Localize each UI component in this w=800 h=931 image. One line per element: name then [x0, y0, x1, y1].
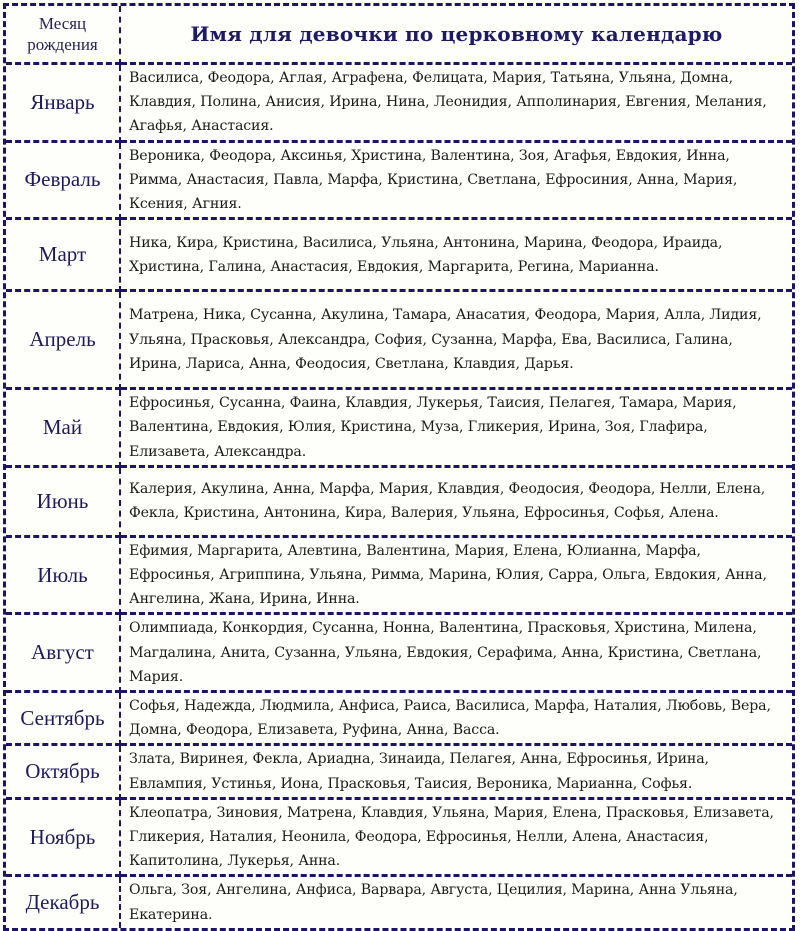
- table-row: [6, 615, 792, 693]
- table-row: [6, 292, 792, 390]
- table-row: [6, 877, 792, 927]
- header-month-label: Месяц рождения: [27, 14, 98, 54]
- month-name: Февраль: [24, 167, 101, 192]
- month-name: Сентябрь: [20, 705, 105, 730]
- month-name: Октябрь: [25, 759, 100, 784]
- month-name: Декабрь: [25, 890, 100, 915]
- names-list: Ефросинья, Сусанна, Фаина, Клавдия, Лукерья, Таисия, Пелагея, Тамара, Мария, Валентина, Евдокия, Юлия, Кристина, Муза, Гликерия, Ирина, Зоя, Глафира, Елизавета, Александра.: [129, 395, 737, 460]
- names-list: Калерия, Акулина, Анна, Марфа, Мария, Клавдия, Феодосия, Феодора, Нелли, Елена, Фекла, Кристина, Антонина, Кира, Валерия, Ульяна, Ефросинья, Софья, Алена.: [129, 481, 766, 522]
- church-calendar-names-table: [3, 3, 795, 931]
- names-list: Злата, Виринея, Фекла, Ариадна, Зинаида, Пелагея, Анна, Ефросинья, Ирина, Евлампия, Устинья, Иона, Прасковья, Таисия, Вероника, Марианна, Софья.: [129, 751, 709, 792]
- table-row: [6, 390, 792, 468]
- names-list: Ефимия, Маргарита, Алевтина, Валентина, Мария, Елена, Юлианна, Марфа, Ефросинья, Агриппина, Ульяна, Римма, Марина, Юлия, Сарра, Ольга, Евдокия, Анна, Ангелина, Жана, Ирина, Инна.: [129, 542, 767, 608]
- names-list: Олимпиада, Конкордия, Сусанна, Нонна, Валентина, Прасковья, Христина, Милена, Магдалина, Анита, Сузанна, Ульяна, Евдокия, Серафима, Анна, Кристина, Светлана, Мария.: [129, 620, 762, 685]
- header-names-title: Имя для девочки по церковному календарю: [190, 22, 723, 46]
- month-name: Март: [38, 242, 87, 267]
- names-list: Василиса, Феодора, Аглая, Аграфена, Фелицата, Мария, Татьяна, Ульяна, Домна, Клавдия, Полина, Анисия, Ирина, Нина, Леонидия, Апполинария, Евгения, Мелания, Агафья, Анастасия.: [129, 70, 767, 135]
- month-name: Январь: [30, 89, 95, 114]
- month-name: Июль: [37, 562, 88, 587]
- month-name: Апрель: [29, 327, 96, 352]
- month-name: Июнь: [36, 488, 89, 513]
- table-row: [6, 800, 792, 878]
- table-row: [6, 693, 792, 746]
- header-cell-month: [6, 6, 121, 65]
- names-list: Ника, Кира, Кристина, Василиса, Ульяна, Антонина, Марина, Феодора, Ираида, Христина, Галина, Анастасия, Евдокия, Маргарита, Регина, Марианна.: [129, 234, 723, 275]
- table-row: [6, 143, 792, 221]
- names-list: Вероника, Феодора, Аксинья, Христина, Валентина, Зоя, Агафья, Евдокия, Инна, Римма, Анастасия, Павла, Марфа, Кристина, Светлана, Ефросиния, Анна, Мария, Ксения, Агния.: [129, 147, 738, 213]
- header-cell-names: [121, 6, 792, 65]
- names-list: Софья, Надежда, Людмила, Анфиса, Раиса, Василиса, Марфа, Наталия, Любовь, Вера, Домна, Феодора, Елизавета, Руфина, Анна, Васса.: [129, 698, 771, 739]
- names-list: Матрена, Ника, Сусанна, Акулина, Тамара, Анасатия, Феодора, Мария, Алла, Лидия, Ульяна, Прасковья, Александра, София, Сузанна, Марфа, Ева, Василиса, Галина, Ирина, Лариса, Анна, Феодосия, Светлана, Клавдия, Дарья.: [129, 307, 762, 372]
- table-row: [6, 220, 792, 292]
- table-row: [6, 468, 792, 538]
- table-row: [6, 746, 792, 799]
- table-row: [6, 65, 792, 143]
- month-name: Май: [42, 415, 83, 440]
- table-header-row: [6, 6, 792, 65]
- names-list: Ольга, Зоя, Ангелина, Анфиса, Варвара, Августа, Цецилия, Марина, Анна Ульяна, Екатерина.: [129, 882, 738, 923]
- table-row: [6, 538, 792, 616]
- month-name: Ноябрь: [29, 824, 96, 849]
- month-name: Август: [31, 640, 94, 665]
- names-list: Клеопатра, Зиновия, Матрена, Клавдия, Ульяна, Мария, Елена, Прасковья, Елизавета, Гликерия, Наталия, Неонила, Феодора, Ефросинья, Нелли, Алена, Анастасия, Капитолина, Лукерья, Анна.: [129, 804, 774, 870]
